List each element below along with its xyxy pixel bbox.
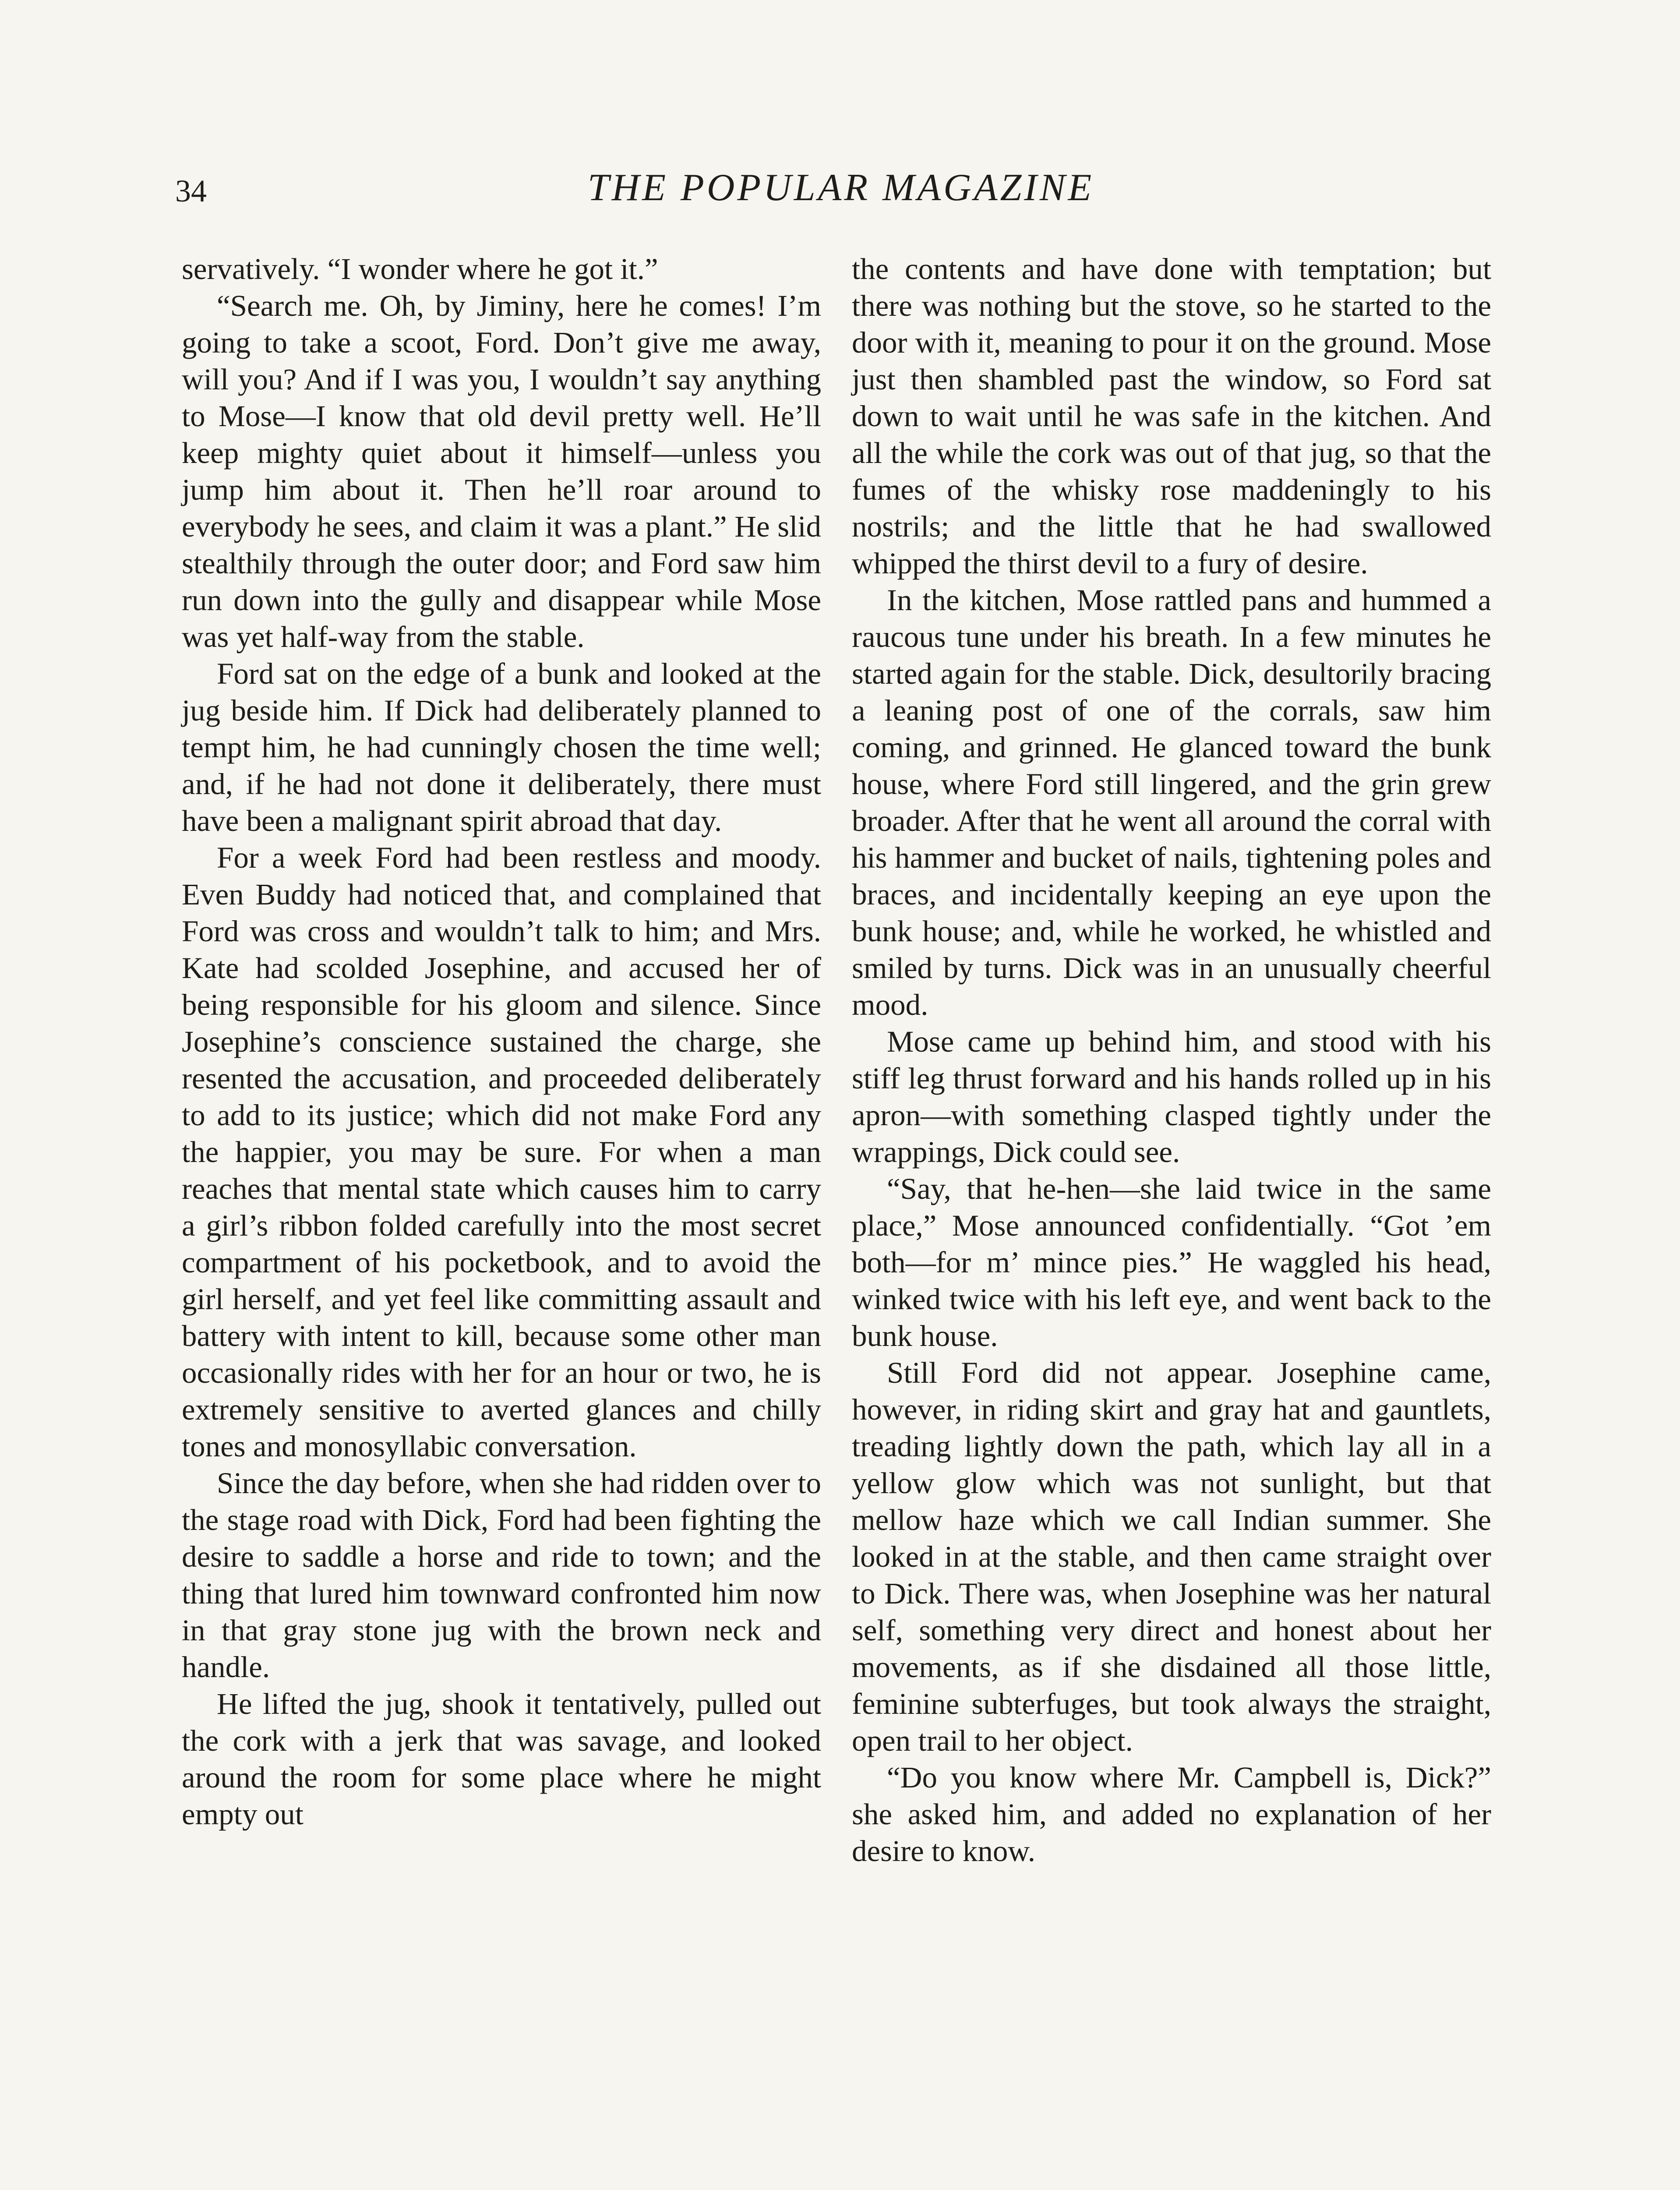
paragraph: servatively. “I wonder where he got it.” xyxy=(182,252,658,286)
paragraph: “Say, that he-hen—she laid twice in the same place,” Mose announced confidentially. “Got ’em both—for m’ mince pies.” He waggled his head, winked twice with his left eye, and went back to the bunk house. xyxy=(852,1172,1491,1353)
paragraph: In the kitchen, Mose rattled pans and hummed a raucous tune under his breath. In a few minutes he started again for the stable. Dick, desultorily bracing a leaning post of one of the corrals, saw him coming, and grinned. He glanced toward the bunk house, where Ford still lingered, and the grin grew broader. After that he went all around the corral with his hammer and bucket of nails, tightening poles and braces, and incidentally keeping an eye upon the bunk house; and, while he worked, he whistled and smiled by turns. Dick was in an unusually cheerful mood. xyxy=(852,583,1491,1021)
paragraph: “Search me. Oh, by Jiminy, here he comes! I’m going to take a scoot, Ford. Don’t give me away, will you? And if I was you, I wouldn’t say anything to Mose—I know that old devil pretty well. He’ll keep mighty quiet about it himself—unless you jump him about it. Then he’ll roar around to everybody he sees, and claim it was a plant.” He slid stealthily through the outer door; and Ford saw him run down into the gully and disappear while Mose was yet half-way from the stable. xyxy=(182,289,821,653)
page-number: 34 xyxy=(175,173,207,208)
paragraph: Since the day before, when she had ridden over to the stage road with Dick, Ford had been fighting the desire to saddle a horse and ride to town; and the thing that lured him townward confronted him now in that gray stone jug with the brown neck and handle. xyxy=(182,1466,821,1684)
paragraph: For a week Ford had been restless and moody. Even Buddy had noticed that, and complained that Ford was cross and wouldn’t talk to him; and Mrs. Kate had scolded Josephine, and accused her of being responsible for his gloom and silence. Since Josephine’s conscience sustained the charge, she resented the accusation, and proceeded deliberately to add to its justice; which did not make Ford any the happier, you may be sure. For when a man reaches that mental state which causes him to carry a girl’s ribbon folded carefully into the most secret compartment of his pocketbook, and to avoid the girl herself, and yet feel like committing assault and battery with intent to kill, because some other man occasionally rides with her for an hour or two, he is extremely sensitive to averted glances and chilly tones and monosyllabic conversation. xyxy=(182,841,821,1463)
paragraph: He lifted the jug, shook it tentatively, pulled out the cork with a jerk that was savage, and looked around the room for some place where he might empty out xyxy=(182,1687,821,1831)
paragraph: Mose came up behind him, and stood with his stiff leg thrust forward and his hands rolled up in his apron—with something clasped tightly under the wrappings, Dick could see. xyxy=(852,1025,1491,1169)
left-column xyxy=(182,251,821,1833)
paragraph: the contents and have done with temptation; but there was nothing but the stove, so he started to the door with it, meaning to pour it on the ground. Mose just then shambled past the window, so Ford sat down to wait until he was safe in the kitchen. And all the while the cork was out of that jug, so that the fumes of the whisky rose maddeningly to his nostrils; and the little that he had swallowed whipped the thirst devil to a fury of desire. xyxy=(852,252,1491,580)
paragraph: Ford sat on the edge of a bunk and looked at the jug beside him. If Dick had deliberately planned to tempt him, he had cunningly chosen the time well; and, if he had not done it deliberately, there must have been a malignant spirit abroad that day. xyxy=(182,657,821,837)
paragraph: “Do you know where Mr. Campbell is, Dick?” she asked him, and added no explanation of her desire to know. xyxy=(852,1761,1491,1868)
paragraph: Still Ford did not appear. Josephine came, however, in riding skirt and gray hat and gauntlets, treading lightly down the path, which lay all in a yellow glow which was not sunlight, but that mellow haze which we call Indian summer. She looked in at the stable, and then came straight over to Dick. There was, when Josephine was her natural self, something very direct and honest about her movements, as if she disdained all those little, feminine subterfuges, but took always the straight, open trail to her object. xyxy=(852,1356,1491,1757)
magazine-title: THE POPULAR MAGAZINE xyxy=(587,166,1094,209)
right-column xyxy=(852,251,1491,1869)
